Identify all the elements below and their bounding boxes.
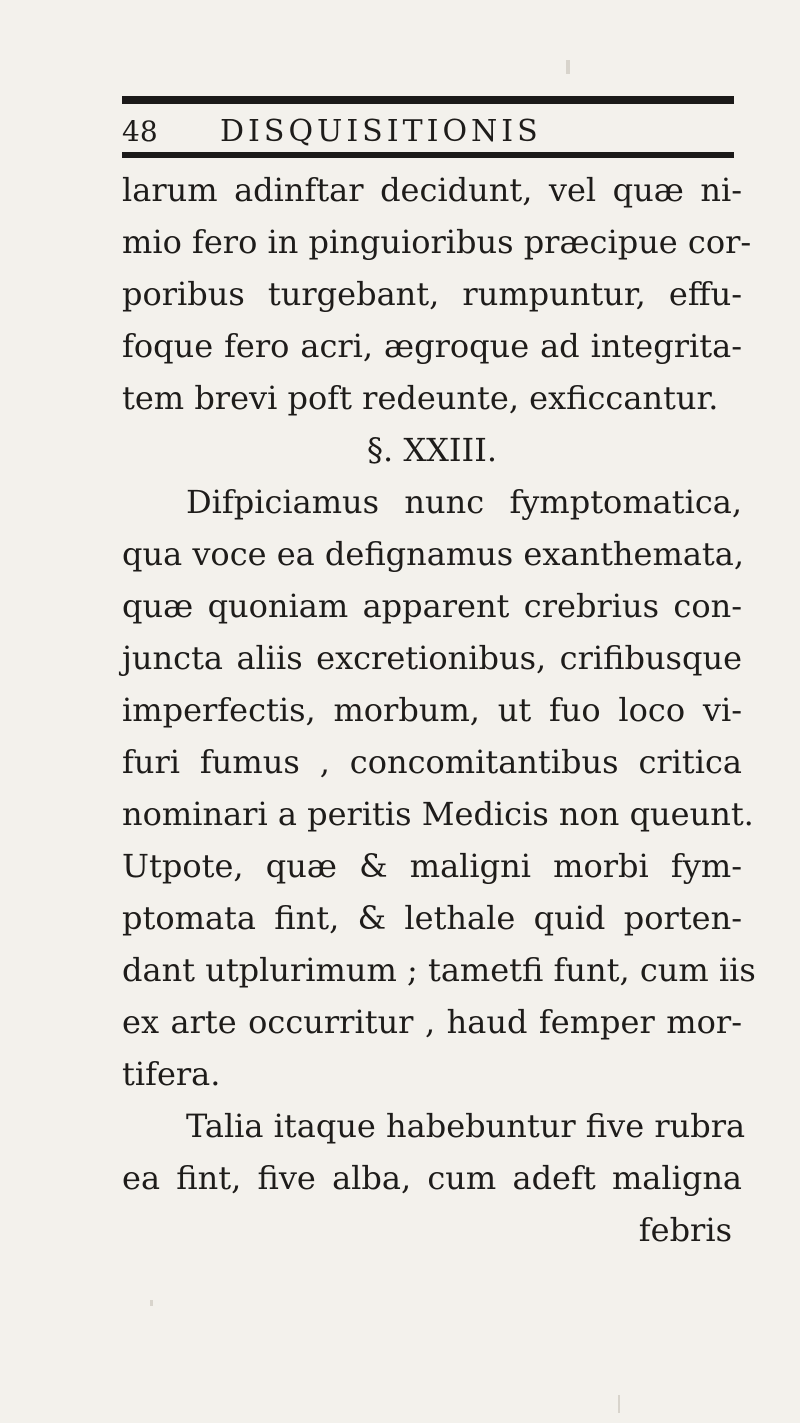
- running-head: DISQUISITIONIS: [220, 114, 542, 149]
- text-line: Talia itaque habebuntur five rubra: [186, 1107, 746, 1145]
- catchword: febris: [638, 1211, 732, 1249]
- text-line: qua voce ea defignamus exanthemata,: [122, 535, 744, 573]
- text-line: juncta aliis excretionibus, crifibusque: [122, 639, 742, 677]
- text-line: foque fero acri, ægroque ad integrita-: [122, 327, 742, 365]
- section-heading: §. XXIII.: [367, 431, 497, 469]
- text-line: Utpote, quæ & maligni morbi fym-: [122, 847, 742, 885]
- text-line: quæ quoniam apparent crebrius con-: [122, 587, 742, 625]
- paper-speck: [150, 1300, 153, 1306]
- page-header: [122, 112, 734, 152]
- text-line: tifera.: [122, 1055, 221, 1093]
- page-number: 48: [122, 115, 158, 148]
- header-bottom-rule: [122, 152, 734, 158]
- text-line: nominari a peritis Medicis non queunt.: [122, 795, 754, 833]
- text-line: ex arte occurritur , haud femper mor-: [122, 1003, 742, 1041]
- text-line: Difpiciamus nunc fymptomatica,: [186, 483, 742, 521]
- text-line: larum adinftar decidunt, vel quæ ni-: [122, 171, 742, 209]
- text-line: imperfectis, morbum, ut fuo loco vi-: [122, 691, 742, 729]
- text-line: tem brevi poft redeunte, exficcantur.: [122, 379, 719, 417]
- paper-speck: [618, 1395, 620, 1413]
- text-line: poribus turgebant, rumpuntur, effu-: [122, 275, 742, 313]
- text-line: mio fero in pinguioribus præcipue cor-: [122, 223, 752, 261]
- text-line: furi fumus , concomitantibus critica: [122, 743, 742, 781]
- text-line: ea fint, five alba, cum adeft maligna: [122, 1159, 742, 1197]
- text-line: dant utplurimum ; tametfi funt, cum iis: [122, 951, 756, 989]
- text-line: ptomata fint, & lethale quid porten-: [122, 899, 742, 937]
- body-text: [122, 164, 756, 1256]
- header-top-rule: [122, 96, 734, 104]
- paper-speck: [566, 60, 570, 74]
